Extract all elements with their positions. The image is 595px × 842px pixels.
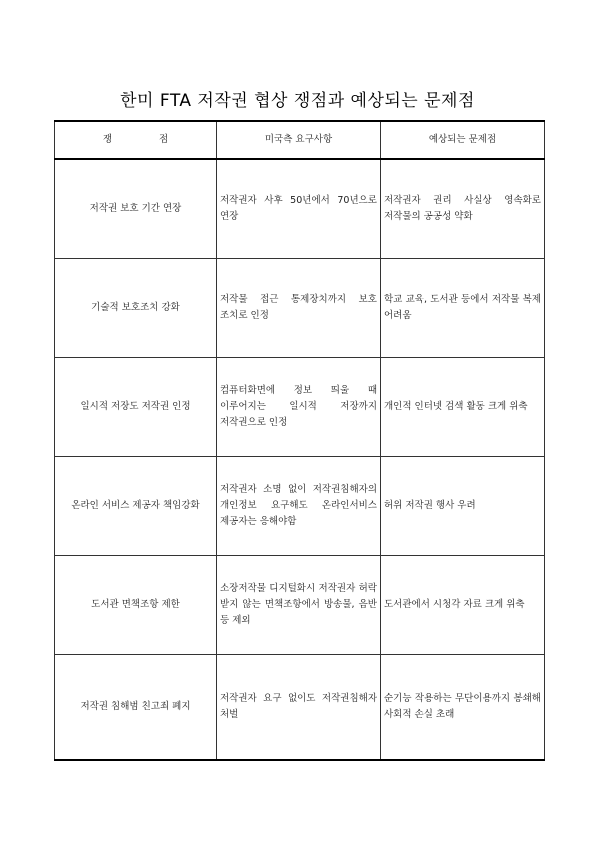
table-row: [55, 457, 545, 556]
issue-cell: 도서관 면책조항 제한: [55, 556, 217, 655]
table-row: [55, 259, 545, 358]
problem-cell: 허위 저작권 행사 우려: [381, 457, 545, 556]
us-demand-cell: 저작권자 요구 없이도 저작권침해자 처벌: [217, 655, 381, 761]
problem-cell: 순기능 작용하는 무단이용까지 봉쇄해 사회적 손실 초래: [381, 655, 545, 761]
issue-cell: 온라인 서비스 제공자 책임강화: [55, 457, 217, 556]
us-demand-cell: 저작권자 사후 50년에서 70년으로 연장: [217, 159, 381, 259]
problem-cell: 학교 교육, 도서관 등에서 저작물 복제 어려움: [381, 259, 545, 358]
header-expected-problem: 예상되는 문제점: [381, 121, 545, 159]
problem-cell: 도서관에서 시청각 자료 크게 위축: [381, 556, 545, 655]
table-header-row: [55, 121, 545, 159]
issues-table: [54, 120, 545, 761]
header-issue: 쟁 점: [55, 121, 217, 159]
us-demand-cell: 소장저작물 디지털화시 저작권자 허락 받지 않는 면책조항에서 방송물, 음반 등 제외: [217, 556, 381, 655]
us-demand-cell: 저작물 접근 통제장치까지 보호 조치로 인정: [217, 259, 381, 358]
table-row: [55, 556, 545, 655]
table-row: [55, 358, 545, 457]
table-row: [55, 159, 545, 259]
problem-cell: 개인적 인터넷 검색 활동 크게 위축: [381, 358, 545, 457]
issue-cell: 저작권 보호 기간 연장: [55, 159, 217, 259]
problem-cell: 저작권자 권리 사실상 영속화로 저작물의 공공성 약화: [381, 159, 545, 259]
issues-table-container: [54, 120, 544, 761]
header-us-demand: 미국측 요구사항: [217, 121, 381, 159]
us-demand-cell: 저작권자 소명 없이 저작권침해자의 개인정보 요구해도 온라인서비스 제공자는 응해야함: [217, 457, 381, 556]
issue-cell: 기술적 보호조치 강화: [55, 259, 217, 358]
page-title: 한미 FTA 저작권 협상 쟁점과 예상되는 문제점: [120, 91, 475, 111]
issue-cell: 일시적 저장도 저작권 인정: [55, 358, 217, 457]
us-demand-cell: 컴퓨터화면에 정보 띄울 때 이루어지는 일시적 저장까지 저작권으로 인정: [217, 358, 381, 457]
issue-cell: 저작권 침해범 친고죄 폐지: [55, 655, 217, 761]
table-row: [55, 655, 545, 761]
